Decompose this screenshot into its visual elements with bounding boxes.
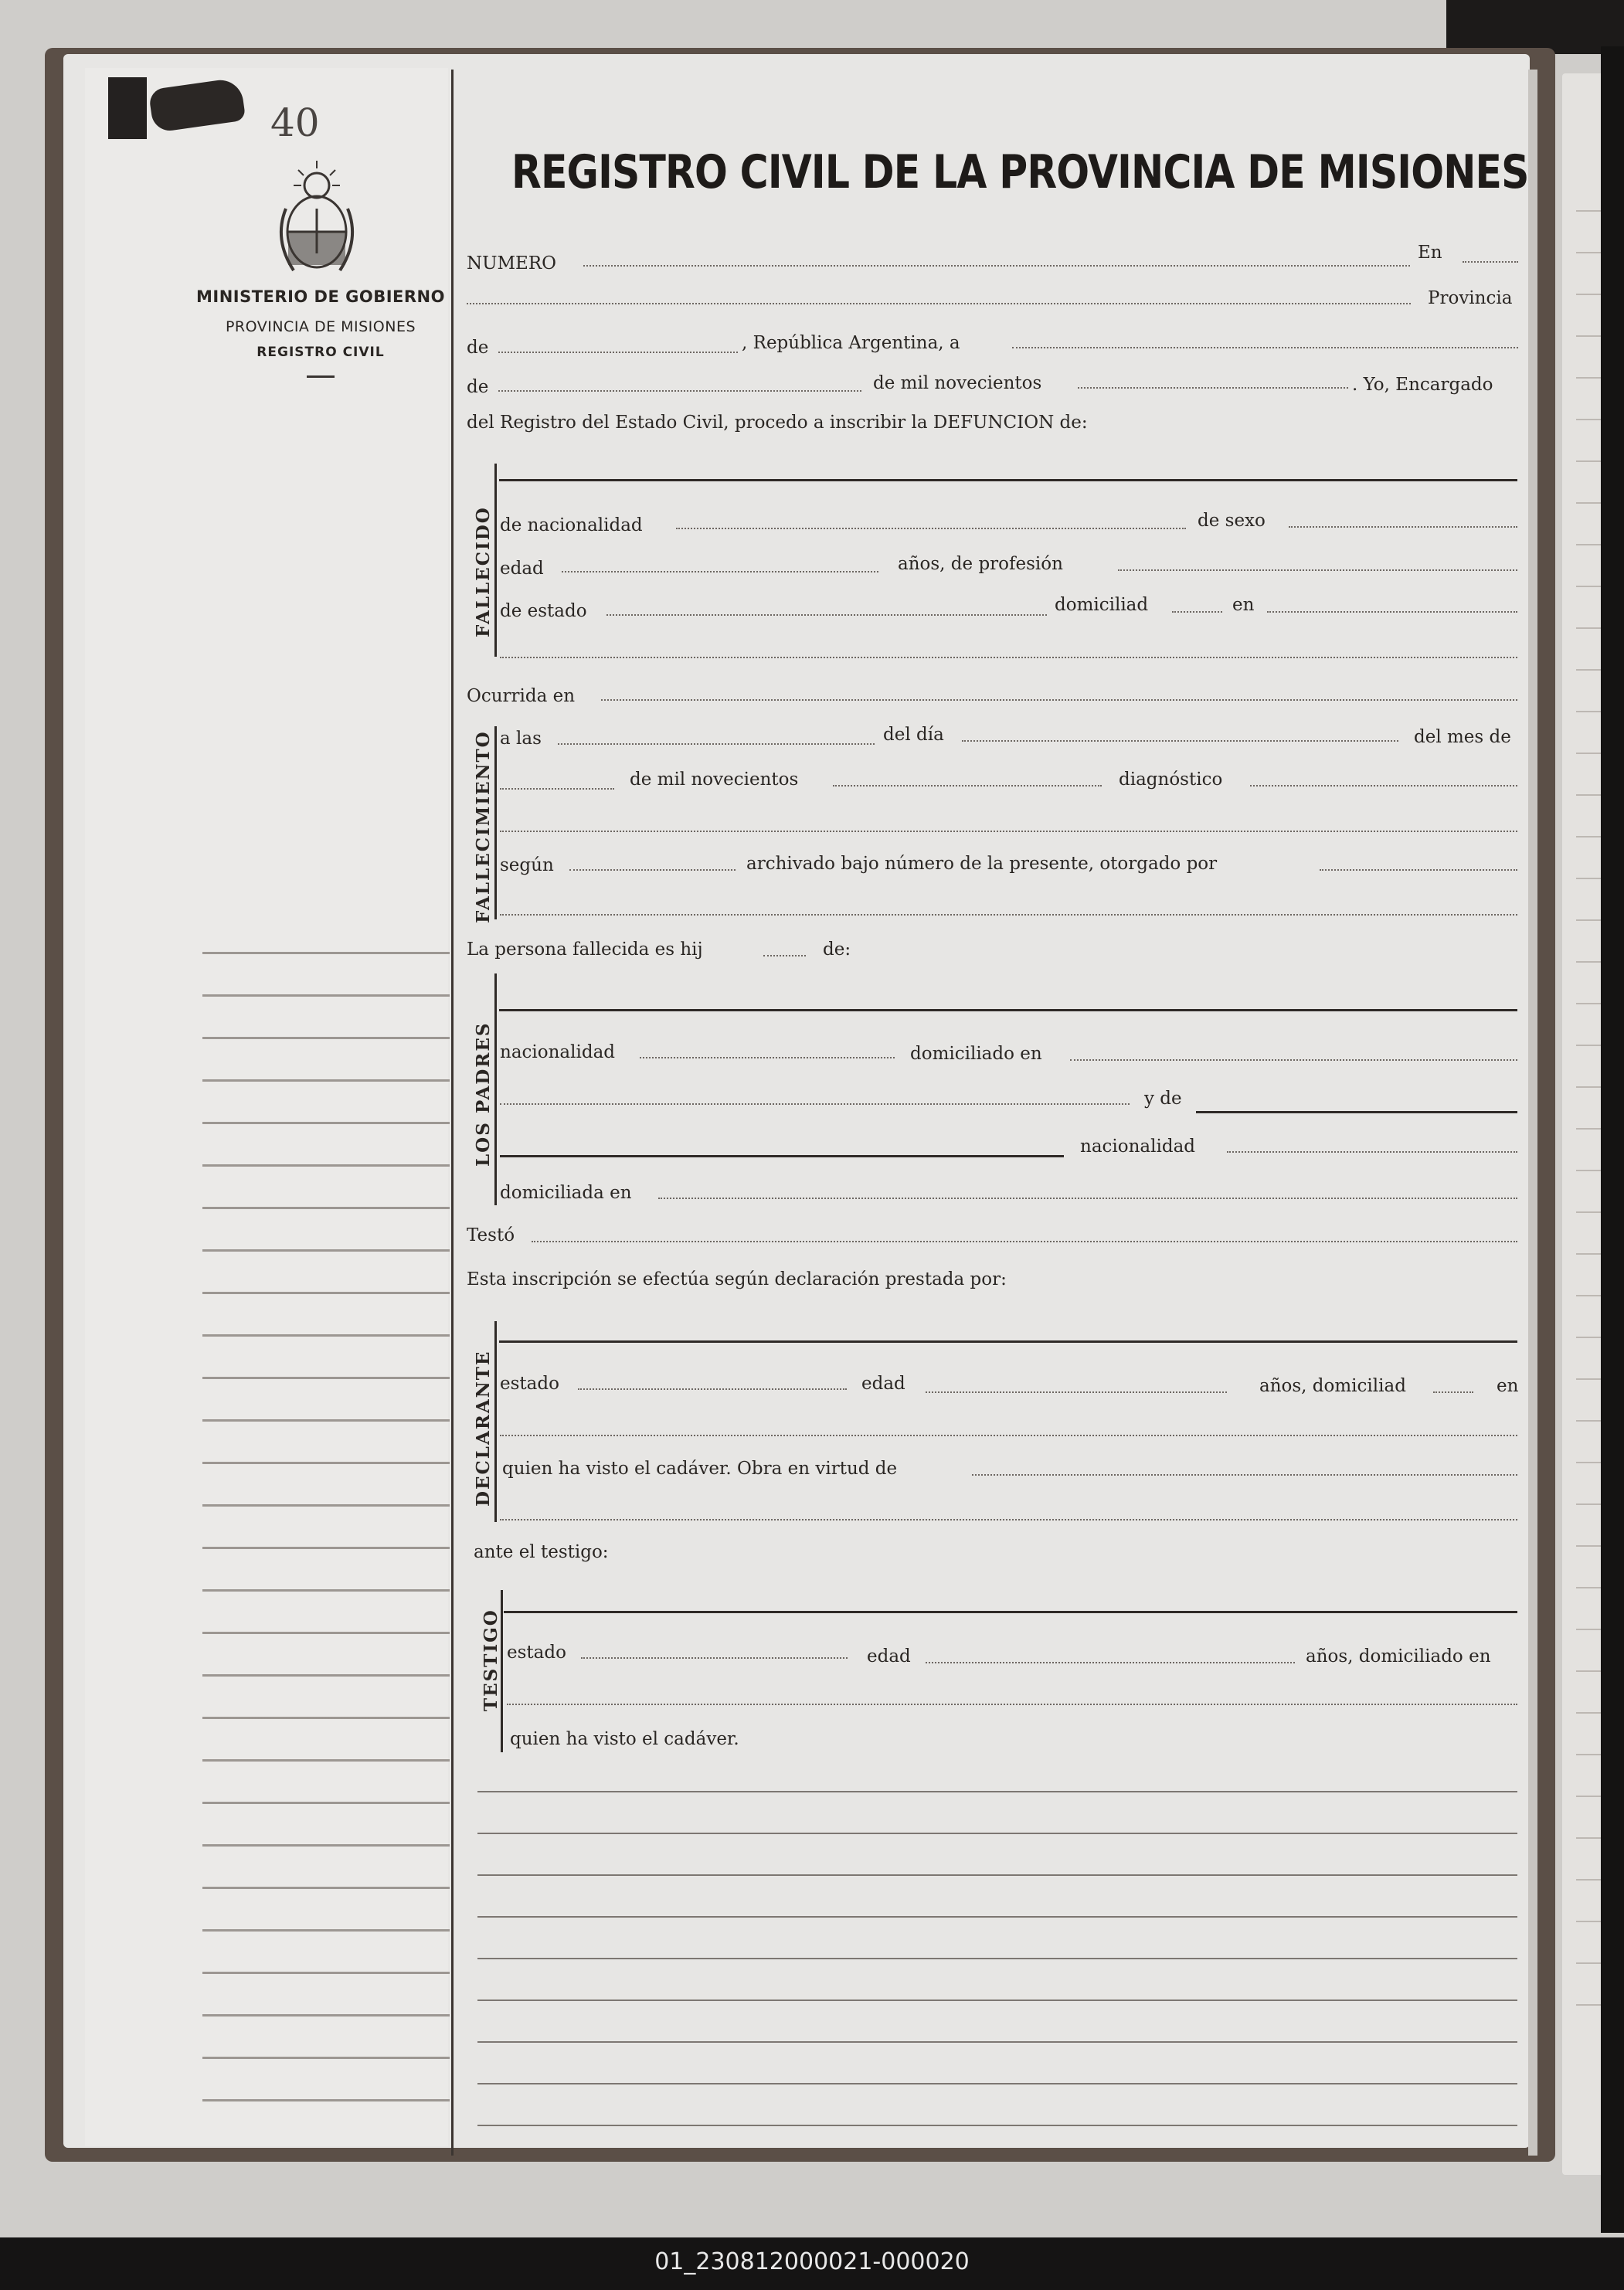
section-label-padres: LOS PADRES: [473, 1021, 494, 1167]
office-name: REGISTRO CIVIL: [257, 345, 385, 360]
label-segun: según: [500, 855, 554, 875]
label-del-dia: del día: [883, 725, 944, 745]
field-declarant-status[interactable]: [578, 1388, 847, 1390]
notes-line[interactable]: [477, 1916, 1517, 1918]
section-label-fallecimiento: FALLECIMIENTO: [473, 730, 494, 923]
label-nacionalidad-padre: nacionalidad: [500, 1042, 616, 1062]
label-republica: , República Argentina, a: [742, 333, 960, 353]
notes-line[interactable]: [477, 2125, 1517, 2126]
label-archivado: archivado bajo número de la presente, otorgado por: [746, 854, 1218, 874]
label-numero: NUMERO: [467, 253, 557, 274]
field-issued-by-cont[interactable]: [500, 914, 1517, 916]
field-diagnosis-cont[interactable]: [500, 831, 1517, 832]
field-domicile-cont[interactable]: [500, 657, 1517, 658]
notes-line[interactable]: [477, 1791, 1517, 1792]
field-deceased-name[interactable]: [499, 479, 1517, 481]
testigo-intro: ante el testigo:: [474, 1542, 609, 1562]
stub-ruled-lines: [202, 912, 450, 2117]
label-del-mes: del mes de: [1414, 727, 1511, 747]
field-en[interactable]: [1463, 261, 1518, 263]
label-mil-novecientos: de mil novecientos: [873, 373, 1042, 393]
label-de-padres: de:: [823, 939, 851, 960]
label-edad-testigo: edad: [867, 1646, 911, 1667]
field-father-domicile-cont[interactable]: [500, 1103, 1130, 1105]
label-ocurrida: Ocurrida en: [467, 686, 576, 706]
field-hour[interactable]: [558, 743, 875, 745]
label-anos-profesion: años, de profesión: [898, 554, 1063, 574]
label-anos-domicilio: años, domiciliad: [1259, 1376, 1406, 1396]
label-quien-declarante: quien ha visto el cadáver. Obra en virtud de: [502, 1459, 898, 1479]
label-de: de: [467, 338, 489, 358]
label-en: En: [1418, 243, 1442, 263]
label-a-las: a las: [500, 729, 542, 749]
notes-line[interactable]: [477, 2041, 1517, 2043]
coat-of-arms-icon: [270, 155, 363, 278]
field-year-death[interactable]: [833, 785, 1102, 787]
label-nacionalidad: de nacionalidad: [500, 515, 643, 535]
field-diagnosis[interactable]: [1250, 785, 1517, 787]
field-witness-name[interactable]: [504, 1611, 1517, 1613]
field-age[interactable]: [562, 571, 878, 572]
field-father-domicile[interactable]: [1070, 1059, 1517, 1061]
field-month[interactable]: [498, 390, 861, 392]
page-fold: [1528, 70, 1537, 2156]
section-bracket: [501, 1590, 503, 1752]
book-shadow: [1446, 0, 1624, 54]
ministry-name: MINISTERIO DE GOBIERNO: [196, 287, 445, 306]
folio-number: 40: [270, 100, 320, 145]
label-yo-encargado: . Yo, Encargado: [1352, 375, 1493, 395]
notes-line[interactable]: [477, 2083, 1517, 2084]
field-occurred-place[interactable]: [601, 699, 1517, 701]
field-province[interactable]: [498, 352, 738, 353]
field-profession[interactable]: [1118, 569, 1517, 571]
label-hijo: La persona fallecida es hij: [467, 939, 703, 960]
declarante-intro: Esta inscripción se efectúa según declaración prestada por:: [467, 1269, 1007, 1289]
caption-text: 01_230812000021-000020: [654, 2248, 970, 2275]
field-civil-status[interactable]: [606, 614, 1047, 616]
stub-divider: [451, 70, 454, 2156]
field-declarant-name[interactable]: [499, 1340, 1517, 1343]
notes-line[interactable]: [477, 2000, 1517, 2001]
label-mil-novecientos-2: de mil novecientos: [630, 770, 799, 790]
label-estado: de estado: [500, 601, 587, 621]
label-de-2: de: [467, 377, 489, 397]
field-father-nationality[interactable]: [640, 1057, 895, 1058]
label-en-declarante: en: [1497, 1376, 1519, 1396]
field-testo[interactable]: [532, 1241, 1517, 1242]
field-in-virtue-of-cont[interactable]: [500, 1519, 1517, 1520]
field-declarant-suffix[interactable]: [1433, 1391, 1473, 1393]
label-sexo: de sexo: [1198, 511, 1266, 531]
section-bracket: [494, 726, 497, 919]
field-in-virtue-of[interactable]: [972, 1474, 1517, 1476]
section-bracket: [494, 973, 497, 1205]
label-quien-testigo: quien ha visto el cadáver.: [510, 1729, 739, 1749]
notes-line[interactable]: [477, 1958, 1517, 1959]
field-year[interactable]: [1078, 387, 1348, 389]
label-domiciliado-en: domiciliado en: [910, 1044, 1042, 1064]
label-estado-testigo: estado: [507, 1643, 566, 1663]
label-anos-domicilio-testigo: años, domiciliado en: [1306, 1646, 1491, 1667]
field-declarant-domicile[interactable]: [500, 1435, 1517, 1436]
field-sex[interactable]: [1289, 526, 1517, 528]
field-witness-domicile[interactable]: [507, 1704, 1517, 1705]
label-testo: Testó: [467, 1225, 515, 1245]
label-estado-declarante: estado: [500, 1374, 559, 1394]
section-label-declarante: DECLARANTE: [473, 1350, 494, 1507]
intro-text: del Registro del Estado Civil, procedo a inscribir la DEFUNCION de:: [467, 413, 1088, 433]
field-witness-age[interactable]: [926, 1662, 1295, 1663]
label-domiciliada-en: domiciliada en: [500, 1183, 632, 1203]
field-date[interactable]: [1012, 347, 1518, 348]
field-child-suffix[interactable]: [763, 955, 806, 956]
field-month-death[interactable]: [500, 788, 614, 790]
page-title: REGISTRO CIVIL DE LA PROVINCIA DE MISIONES: [511, 145, 1529, 199]
divider: [307, 375, 335, 378]
ministry-header: [178, 287, 464, 378]
field-place[interactable]: [467, 303, 1411, 304]
section-bracket: [494, 1321, 497, 1522]
image-caption: [0, 2248, 1624, 2275]
field-nationality[interactable]: [676, 528, 1186, 529]
field-mother-domicile[interactable]: [658, 1198, 1517, 1199]
label-y-de: y de: [1144, 1089, 1182, 1109]
label-provincia: Provincia: [1428, 288, 1513, 308]
province-name: PROVINCIA DE MISIONES: [225, 318, 416, 335]
field-certificate[interactable]: [569, 869, 736, 871]
field-day[interactable]: [962, 740, 1398, 742]
ink-stamp: [108, 77, 147, 139]
field-numero[interactable]: [583, 265, 1410, 267]
field-mother-name-cont[interactable]: [500, 1155, 1064, 1157]
section-label-testigo: TESTIGO: [481, 1609, 501, 1711]
field-father-name[interactable]: [499, 1009, 1517, 1011]
field-mother-nationality[interactable]: [1227, 1151, 1517, 1153]
right-edge-shadow: [1601, 46, 1624, 2233]
label-edad-declarante: edad: [861, 1374, 905, 1394]
section-bracket: [494, 464, 497, 657]
label-en-fallecido: en: [1232, 595, 1255, 615]
notes-line[interactable]: [477, 1874, 1517, 1876]
field-witness-status[interactable]: [581, 1657, 848, 1659]
field-domicile-suffix[interactable]: [1172, 611, 1222, 613]
label-nacionalidad-madre: nacionalidad: [1080, 1137, 1196, 1157]
notes-line[interactable]: [477, 1833, 1517, 1834]
field-issued-by[interactable]: [1320, 869, 1517, 871]
section-label-fallecido: FALLECIDO: [473, 506, 494, 637]
label-domiciliad: domiciliad: [1055, 595, 1149, 615]
field-domicile[interactable]: [1267, 611, 1517, 613]
label-edad: edad: [500, 559, 544, 579]
field-declarant-age[interactable]: [926, 1391, 1227, 1393]
label-diagnostico: diagnóstico: [1119, 770, 1223, 790]
field-mother-name[interactable]: [1196, 1111, 1517, 1113]
